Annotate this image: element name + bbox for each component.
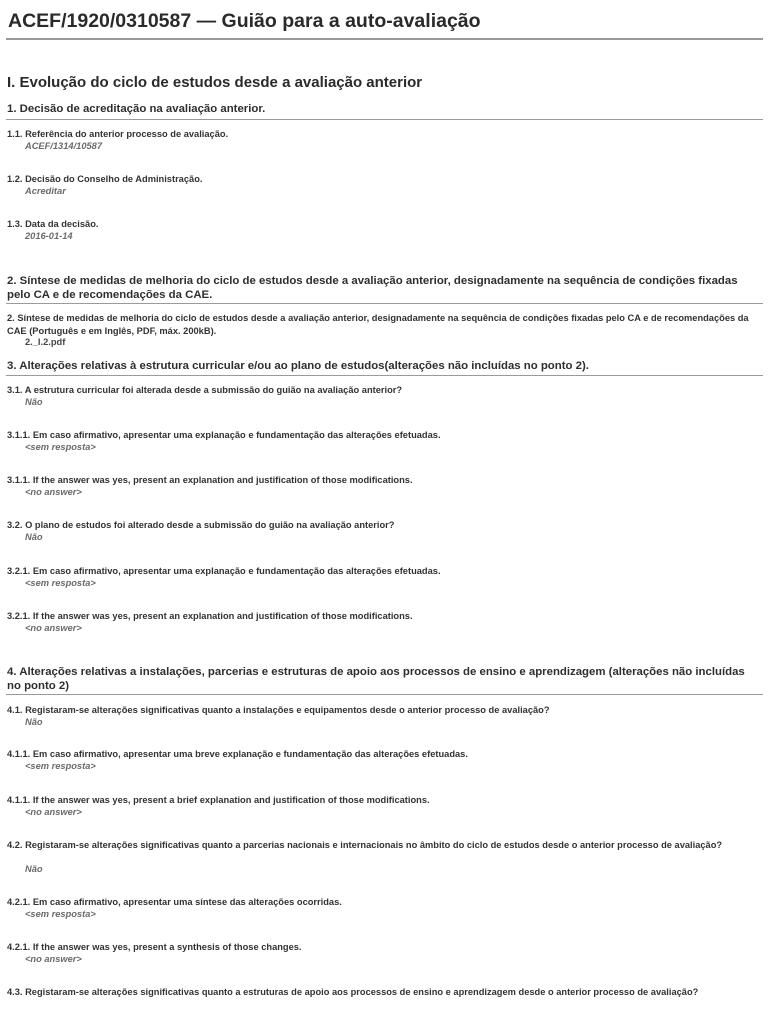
question-3-2-1-pt: 3.2.1. Em caso afirmativo, apresentar uma explanação e fundamentação das alterações efetuadas.: [7, 566, 441, 576]
question-3-2-1-en: 3.2.1. If the answer was yes, present an explanation and justification of those modifications.: [7, 611, 413, 621]
question-2: 2. Síntese de medidas de melhoria do ciclo de estudos desde a avaliação anterior, designadamente na sequência de condições fixadas pelo CA e de recomendações da CAE (Português e em Inglês, PDF, máx. 200kB).: [7, 313, 749, 336]
answer-4-1: Não: [25, 717, 43, 727]
question-1-3: 1.3. Data da decisão.: [7, 219, 99, 229]
question-4-1-1-en: 4.1.1. If the answer was yes, present a brief explanation and justification of those modifications.: [7, 795, 430, 805]
answer-4-2: Não: [25, 864, 43, 874]
subsection-heading-1: 1. Decisão de acreditação na avaliação anterior.: [7, 103, 266, 115]
question-3-2: 3.2. O plano de estudos foi alterado desde a submissão do guião na avaliação anterior?: [7, 520, 395, 530]
attachment-link[interactable]: 2._I.2.pdf: [25, 337, 66, 347]
answer-3-2-1-pt: <sem resposta>: [25, 578, 96, 588]
question-4-1-1-pt: 4.1.1. Em caso afirmativo, apresentar uma breve explanação e fundamentação das alterações efetuadas.: [7, 749, 468, 759]
subsection-divider: [6, 694, 763, 695]
question-4-1: 4.1. Registaram-se alterações significativas quanto a instalações e equipamentos desde o anterior processo de avaliação?: [7, 705, 550, 715]
document-title: ACEF/1920/0310587 — Guião para a auto-avaliação: [8, 10, 481, 32]
answer-3-1-1-en: <no answer>: [25, 487, 82, 497]
answer-1-1: ACEF/1314/10587: [25, 141, 103, 151]
title-divider: [6, 38, 763, 40]
answer-3-2: Não: [25, 532, 43, 542]
question-4-2-1-en: 4.2.1. If the answer was yes, present a synthesis of those changes.: [7, 942, 302, 952]
answer-3-1-1-pt: <sem resposta>: [25, 442, 96, 452]
answer-3-2-1-en: <no answer>: [25, 623, 82, 633]
question-3-1-1-pt: 3.1.1. Em caso afirmativo, apresentar uma explanação e fundamentação das alterações efetuadas.: [7, 430, 441, 440]
subsection-heading-3: 3. Alterações relativas à estrutura curricular e/ou ao plano de estudos(alterações não incluídas no ponto 2).: [7, 360, 589, 372]
subsection-heading-4: 4. Alterações relativas a instalações, parcerias e estruturas de apoio aos processos de ensino e aprendizagem (alterações não incluídas no ponto 2): [7, 666, 745, 692]
answer-4-1-1-en: <no answer>: [25, 807, 82, 817]
subsection-heading-2: 2. Síntese de medidas de melhoria do ciclo de estudos desde a avaliação anterior, designadamente na sequência de condições fixadas pelo CA e de recomendações da CAE.: [7, 275, 738, 301]
answer-4-1-1-pt: <sem resposta>: [25, 761, 96, 771]
answer-1-3: 2016-01-14: [25, 231, 73, 241]
question-1-2: 1.2. Decisão do Conselho de Administração.: [7, 174, 203, 184]
question-1-1: 1.1. Referência do anterior processo de avaliação.: [7, 129, 229, 139]
subsection-divider: [6, 303, 763, 304]
question-3-1-1-en: 3.1.1. If the answer was yes, present an explanation and justification of those modifications.: [7, 475, 413, 485]
answer-4-2-1-pt: <sem resposta>: [25, 909, 96, 919]
answer-3-1: Não: [25, 397, 43, 407]
section-title: I. Evolução do ciclo de estudos desde a avaliação anterior: [7, 74, 423, 91]
question-3-1: 3.1. A estrutura curricular foi alterada desde a submissão do guião na avaliação anterior?: [7, 385, 403, 395]
subsection-divider: [6, 119, 763, 120]
answer-4-2-1-en: <no answer>: [25, 954, 82, 964]
answer-1-2: Acreditar: [25, 186, 66, 196]
question-4-3: 4.3. Registaram-se alterações significativas quanto a estruturas de apoio aos processos de ensino e aprendizagem desde o anterior processo de avaliação?: [7, 987, 699, 997]
question-4-2: 4.2. Registaram-se alterações significativas quanto a parcerias nacionais e internacionais no âmbito do ciclo de estudos desde o anterior processo de avaliação?: [7, 840, 723, 850]
subsection-divider: [6, 375, 763, 376]
question-4-2-1-pt: 4.2.1. Em caso afirmativo, apresentar uma síntese das alterações ocorridas.: [7, 897, 342, 907]
